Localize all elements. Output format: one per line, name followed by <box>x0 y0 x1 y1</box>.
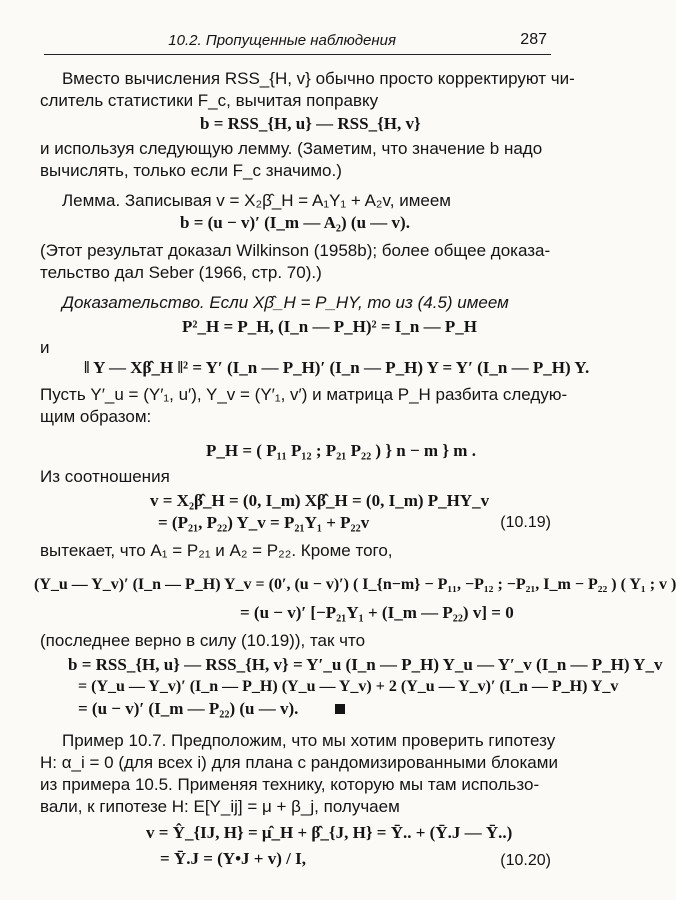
equation-number: (10.20) <box>500 852 551 869</box>
text-line: (Этот результат доказал Wilkinson (1958b); более общее доказа- <box>40 241 551 260</box>
example-text: Пример 10.7. Предположим, что мы хотим проверить гипотезу <box>62 731 556 750</box>
equation: v = X₂β̂_H = (0, I_m) Xβ̂_H = (0, I_m) P_HY_v <box>150 491 490 510</box>
equation: b = RSS_{H, u} — RSS_{H, v} <box>200 114 421 133</box>
running-header <box>44 30 551 55</box>
text-line: и <box>40 338 50 357</box>
equation: = (u − v)′ [−P₂₁Y₁ + (I_m — P₂₂) v] = 0 <box>240 603 514 622</box>
equation: b = RSS_{H, u} — RSS_{H, v} = Y′_u (I_n — P_H) Y_u — Y′_v (I_n — P_H) Y_v <box>68 655 663 674</box>
text-line: H: α_i = 0 (для всех i) для плана с рандомизированными блоками <box>40 753 558 772</box>
text-line: вали, к гипотезе H: E[Y_ij] = μ + β_j, получаем <box>40 797 400 816</box>
text-line: (последнее верно в силу (10.19)), так что <box>40 631 366 650</box>
proof-statement: Доказательство. Если Xβ̂_H = P_HY, то из (4.5) имеем <box>62 293 509 312</box>
equation: = (Y_u — Y_v)′ (I_n — P_H) (Y_u — Y_v) + 2 (Y_u — Y_v)′ (I_n — P_H) Y_v <box>78 678 619 695</box>
equation: b = (u − v)′ (I_m — A₂) (u — v). <box>180 213 410 232</box>
equation: ‖ Y — Xβ̂_H ‖² = Y′ (I_n — P_H)′ (I_n — P_H) Y = Y′ (I_n — P_H) Y. <box>84 358 590 377</box>
matrix-equation: P_H = ( P₁₁ P₁₂ ; P₂₁ P₂₂ ) } n − m } m . <box>206 441 476 460</box>
equation-number: (10.19) <box>500 514 551 531</box>
end-of-proof-mark <box>335 704 345 714</box>
text-line: щим образом: <box>40 407 152 426</box>
equation: = Ȳ.J = (Y•J + v) / I, <box>160 849 306 868</box>
text-line: Пусть Y′_u = (Y′₁, u′), Y_v = (Y′₁, v′) и матрица P_H разбита следую- <box>40 385 568 404</box>
equation: = (u − v)′ (I_m — P₂₂) (u — v). <box>78 699 299 718</box>
lemma-statement: Лемма. Записывая v = X₂β̂_H = A₁Y₁ + A₂v, имеем <box>62 191 451 210</box>
section-title: 10.2. Пропущенные наблюдения <box>168 32 396 49</box>
equation: P²_H = P_H, (I_n — P_H)² = I_n — P_H <box>182 317 477 336</box>
text-line: и используя следующую лемму. (Заметим, что значение b надо <box>40 139 543 158</box>
text-line: из примера 10.5. Применяя технику, которую мы там использо- <box>40 775 540 794</box>
text-line: тельство дал Seber (1966, стр. 70).) <box>40 263 322 282</box>
equation: = (P₂₁, P₂₂) Y_v = P₂₁Y₁ + P₂₂v <box>158 513 370 532</box>
equation: v = Ŷ_{IJ, H} = μ̂_H + β̂_{J, H} = Ȳ.. + (Ȳ.J — Ȳ..) <box>146 823 513 842</box>
text-line: Из соотношения <box>40 467 170 486</box>
text-line: вытекает, что A₁ = P₂₁ и A₂ = P₂₂. Кроме того, <box>40 541 393 560</box>
text-line: Вместо вычисления RSS_{H, v} обычно просто корректируют чи- <box>62 69 575 88</box>
text-line: слитель статистики F_c, вычитая поправку <box>40 91 379 110</box>
text-line: вычислять, только если F_c значимо.) <box>40 161 342 180</box>
equation: (Y_u — Y_v)′ (I_n — P_H) Y_v = (0′, (u − v)′) ( I_{n−m} − P₁₁, −P₁₂ ; −P₂₁, I_m − P₂₂ ) ( Y₁ ; v ) <box>34 576 676 593</box>
page-number: 287 <box>520 31 547 48</box>
